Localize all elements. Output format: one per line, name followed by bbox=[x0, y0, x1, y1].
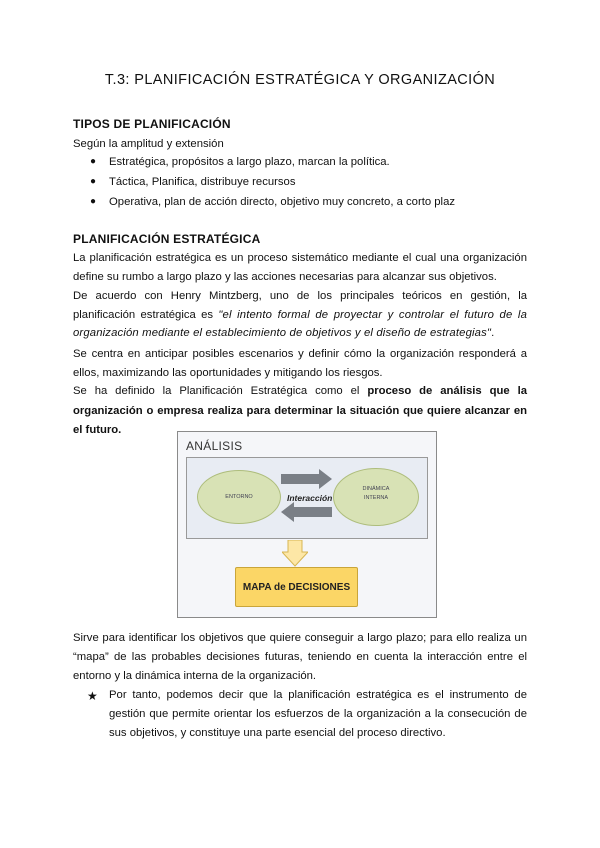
paragraph-end: . bbox=[491, 327, 495, 340]
analysis-diagram bbox=[177, 431, 437, 618]
interaction-box bbox=[186, 457, 428, 539]
mapa-decisiones-box: MAPA de DECISIONES bbox=[235, 567, 358, 607]
dinamica-label: DINÁMICA bbox=[362, 486, 390, 492]
paragraph-escenarios: Se centra en anticipar posibles escenarios y definir cómo la organización responderá a ellos, maximizando las oportunidades y mitigando los riesgos. bbox=[73, 348, 527, 379]
entorno-label: ENTORNO bbox=[225, 494, 253, 500]
bullet-icon: ● bbox=[90, 196, 97, 207]
paragraph-lead: De acuerdo con Henry Mintzberg, uno de los principales teóricos en gestión, la planificación estratégica es bbox=[73, 290, 527, 321]
paragraph-mintzberg bbox=[73, 287, 527, 343]
bullet-icon: ● bbox=[90, 156, 97, 167]
highlight-definition: proceso de análisis que la organización o empresa realiza para determinar la situación que quiere alcanzar en el futuro. bbox=[73, 385, 527, 436]
mintzberg-quote: "el intento formal de proyectar y controlar el futuro de la organización mediante el establecimiento de objetivos y el diseño de estrategias" bbox=[73, 308, 527, 340]
dinamica-oval bbox=[333, 468, 419, 526]
paragraph-definition: La planificación estratégica es un proceso sistemático mediante el cual una organización define su rumbo a largo plazo y las acciones necesarias para alcanzar sus objetivos. bbox=[73, 252, 527, 283]
interna-label: INTERNA bbox=[363, 495, 389, 501]
bullet-icon: ● bbox=[90, 176, 97, 187]
entorno-oval bbox=[197, 470, 281, 524]
list-item: Estratégica, propósitos a largo plazo, marcan la política. bbox=[109, 156, 390, 168]
section-heading-planificacion: PLANIFICACIÓN ESTRATÉGICA bbox=[73, 232, 261, 246]
section-intro: Según la amplitud y extensión bbox=[73, 138, 224, 150]
paragraph-conclusion: Por tanto, podemos decir que la planificación estratégica es el instrumento de gestión que permite orientar los esfuerzos de la organización a la consecución de sus objetivos, y constituye una parte esencial del proceso directivo. bbox=[109, 689, 527, 740]
star-icon: ★ bbox=[87, 689, 98, 703]
paragraph-lead: Se ha definido la Planificación Estratégica como el bbox=[73, 385, 368, 397]
left-arrow-icon bbox=[281, 502, 332, 522]
list-item: Táctica, Planifica, distribuye recursos bbox=[109, 176, 296, 188]
down-arrow-icon bbox=[282, 540, 308, 567]
diagram-label: ANÁLISIS bbox=[186, 439, 243, 453]
interaction-label: Interacción bbox=[287, 493, 333, 503]
page-title: T.3: PLANIFICACIÓN ESTRATÉGICA Y ORGANIZACIÓN bbox=[104, 72, 496, 88]
right-arrow-icon bbox=[281, 469, 332, 489]
section-heading-tipos: TIPOS DE PLANIFICACIÓN bbox=[73, 117, 231, 131]
list-item: Operativa, plan de acción directo, objetivo muy concreto, a corto plaz bbox=[109, 196, 455, 208]
paragraph-mapa: Sirve para identificar los objetivos que quiere conseguir a largo plazo; para ello realiza un “mapa” de las probables decisiones futuras, teniendo en cuenta la interacción entre el entorno y la dinámica interna de la organización. bbox=[73, 632, 527, 683]
